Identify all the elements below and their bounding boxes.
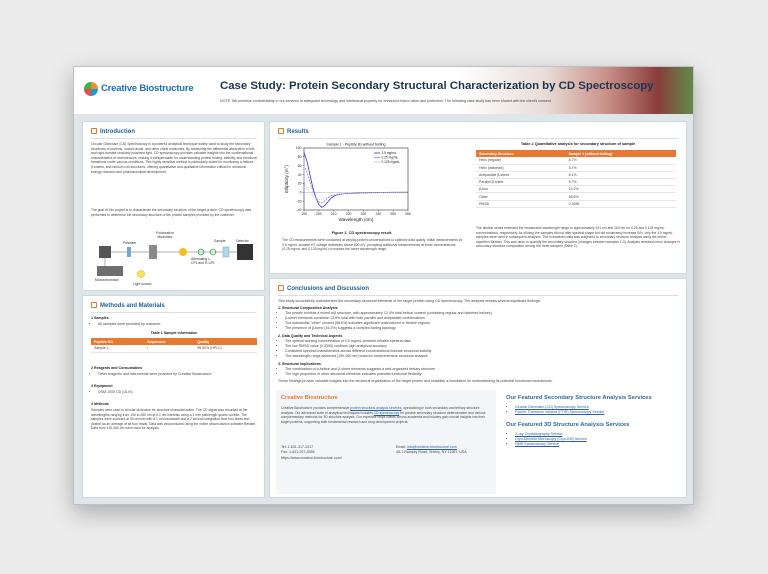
protein-structural-analysis-link[interactable]: protein structural analysis services (350, 406, 402, 410)
cryo-em-service-link[interactable]: Cryo-Electron Microscopy (Cryo-EM) Service (515, 437, 587, 441)
conclusion-section-title: 2. Data Quality and Technical Aspects (278, 334, 343, 338)
poster-header (74, 67, 694, 114)
alternating-cpl-label: Alternating L-CPL and R-CPL (191, 257, 216, 265)
conclusion-section-list (278, 339, 678, 359)
sample-info-table (91, 338, 257, 353)
table-row (476, 200, 676, 207)
section-icon (91, 128, 97, 134)
featured-secondary-heading: Our Featured Secondary Structure Analysis Services (506, 395, 652, 401)
table-cell: Sample 1 (91, 345, 144, 352)
x-tick-label: 260 (405, 212, 411, 216)
table-row (476, 179, 676, 186)
sample-label: Sample (214, 239, 226, 243)
y-tick-label: 80 (297, 155, 302, 160)
legend-label: 0.125 mg/mL (381, 160, 401, 165)
poster (73, 66, 694, 505)
conclusion-section-title: 3. Structural Implications (278, 362, 321, 366)
table-header-cell: Quality (194, 338, 257, 345)
table-cell: Helix (regular) (476, 157, 566, 164)
table-2-description: The dilution series extended the measurable wavelength range to approximately 191 nm and 184 nm for 0.25 and 0.125 mg/mL concentrations, respectively. As diluting the samples did not alter spectral shape but did moderately increase S/N, only the 3.5 mg/mL samples were used in subsequent analyses. The normalized data was subjected to secondary structure analysis using the online algorithm Bestsel. This was done to quantify the secondary structure (changes between samples 1-3). Analysis revealed minor changes in secondary structure composition among the three samples (Table 2). (476, 226, 681, 249)
light-source-label: Light source (133, 282, 152, 286)
x-tick-label: 210 (330, 212, 337, 216)
table-row (476, 164, 676, 171)
x-tick-label: 190 (301, 212, 307, 216)
logo-icon (84, 82, 98, 96)
y-axis-label: Ellipticity (m°) (284, 165, 289, 193)
x-tick-label: 250 (390, 212, 396, 216)
divider (91, 312, 256, 313)
list-item: • The presence of β-turns (15.2%) suggests a complex folding topology (285, 326, 678, 331)
table-2-title: Table 2 Quantitative analysis for secondary structure of sample (520, 142, 636, 146)
x-tick-label: 220 (345, 212, 352, 216)
brand-logo (84, 81, 194, 101)
table-row (476, 193, 676, 200)
list-item: • The optimal working concentration of 0.5 mg/mL provided reliable spectral data (285, 339, 678, 344)
list-item: • β-sheet elements constitute 13.8% total with both parallel and antiparallel conformations (285, 316, 678, 321)
table-cell: 3.7% (566, 164, 676, 171)
y-tick-label: 20 (297, 181, 302, 186)
ftir-service-link[interactable]: Fourier-Transform Infrared (FTIR) Spectroscopy Service (515, 410, 605, 414)
cd-spectrum-chart (282, 140, 412, 226)
table-row (91, 345, 257, 352)
samples-item: • All samples were provided by customer. (91, 322, 161, 327)
polarization-modulator-label: Polarization Modulator (156, 231, 174, 239)
section-icon (91, 302, 97, 308)
intro-paragraph-1: Circular Dichroism (CD) Spectroscopy is a powerful analytical technique widely used to study the secondary structures of proteins, nucleic acids, and other chiral molecules. By measuring the differential absorption of left- and right-handed circularly polarized light, CD spectroscopy provides valuable insights into the conformational characteristics of biomolecules, making it indispensable for understanding protein folding, stability, and structural transitions under various conditions. This highly sensitive method is particularly suited for monitoring α-helices, β-sheets, and random coil structures, offering quantitative and qualitative information critical for structural biology research and pharmaceutical development. (91, 142, 257, 174)
table-cell: Parallel β-sheet (476, 179, 566, 186)
methods-heading: Methods and Materials (91, 302, 165, 309)
list-item: • The combination of α-helical and β-sheet elements suggests a well-organized tertiary structure (285, 367, 678, 372)
y-tick-label: -20 (296, 199, 302, 204)
table-cell: 8.7% (566, 157, 676, 164)
cd-spectroscopy-service-link[interactable]: Circular Dichroism (CD) Spectroscopy Service (515, 405, 589, 409)
conclusions-closing: These findings provide valuable insights into the structural organization of the target protein and establish a foundation for understanding its potential functional mechanisms. (278, 379, 553, 383)
divider (278, 138, 678, 139)
table-1-title: Table 1 Sample information (150, 331, 198, 335)
table-cell: / (144, 345, 194, 352)
list-item: • The wavelength range achieved (190-260 nm) ensured comprehensive structural analysis (285, 354, 678, 359)
about-box (276, 390, 496, 494)
results-heading: Results (278, 128, 309, 135)
contact-address: 45-1 Ramsey Road, Shirley, NY 11967, USA (396, 450, 467, 454)
equipment-item: • DSM 1000 CD (OLIS) (91, 390, 133, 395)
table-header-cell: Sample 1 (without folding) (566, 150, 676, 157)
polarizer-label: Polarizer (123, 241, 137, 245)
conclusion-section-list (278, 367, 678, 377)
list-item: • The substantial "other" content (58.6%) indicates significant unstructured or flexible regions (285, 321, 678, 326)
conclusions-intro: This study successfully characterized the secondary structural elements of the target protein using CD spectroscopy. The analysis reveals several significant findings: (278, 299, 541, 303)
table-header-cell: Peptide NO. (91, 338, 144, 345)
cd-spectroscopy-link[interactable]: CD spectroscopy (373, 410, 400, 415)
service-link-item[interactable] (515, 442, 678, 447)
table-header-cell: Sequences (144, 338, 194, 345)
methods-subtitle: 4 Methods (91, 402, 109, 406)
x-axis-label: Wavelength (nm) (338, 217, 374, 222)
featured-secondary-list (508, 405, 678, 415)
reagents-title: 2 Reagents and Consumables (91, 366, 143, 370)
service-link-item[interactable] (515, 410, 678, 415)
y-tick-label: -40 (296, 208, 302, 213)
contact-website: https://www.creative-biostructure.com/ (281, 456, 342, 460)
table-cell: β-turn (476, 186, 566, 193)
reagents-item: • Other reagents and instruments were provided by Creative Biostructure. (91, 372, 257, 377)
list-item: • The low RMSD value (0.3395) confirms high analytical accuracy (285, 344, 678, 349)
email-link[interactable]: info@creative-biostructure.com (407, 445, 457, 449)
page-title: Case Study: Protein Secondary Structural Characterization by CD Spectroscopy (220, 80, 654, 92)
introduction-heading: Introduction (91, 128, 135, 135)
table-cell: 58.6% (566, 193, 676, 200)
y-tick-label: 100 (295, 146, 302, 151)
table-cell: 0.3395 (566, 200, 676, 207)
table-header-row (91, 338, 257, 345)
featured-3d-heading: Our Featured 3D Structure Analysis Services (506, 422, 630, 428)
legend-label: 0.25 mg/mL (381, 155, 399, 160)
y-tick-label: 60 (297, 163, 302, 168)
x-tick-label: 230 (360, 212, 367, 216)
y-tick-label: 40 (297, 172, 302, 177)
list-item: • Consistent spectral characteristics across different concentrations indicate structural stability (285, 349, 678, 354)
conclusion-section-list (278, 311, 678, 331)
list-item: • The high proportion of other structural elements indicates potential functional flexibility (285, 372, 678, 377)
divider (91, 138, 256, 139)
intro-paragraph-2: The goal of this project is to characterize the secondary structure of the target protein. CD spectroscopy was performed to determine the secondary structure of the protein samples provided by the customer. (91, 208, 252, 217)
chart-title: Sample 1 - Peptide B) without folding (326, 142, 386, 147)
table-row (476, 157, 676, 164)
about-heading: Creative Biostructure (281, 395, 338, 401)
table-row (476, 171, 676, 178)
table-row (476, 186, 676, 193)
table-cell: RMSD (476, 200, 566, 207)
table-cell: Other (476, 193, 566, 200)
equipment-title: 3 Equipment (91, 384, 113, 388)
table-header-row (476, 150, 676, 157)
section-icon (278, 285, 284, 291)
confidentiality-note: NOTE: We prioritize confidentiality in our services to safeguard technology and intellectual property for enhanced future value and protection. The following case study has been shared with the client's consent. (220, 99, 552, 103)
secondary-structure-table (476, 150, 676, 208)
legend-label: 3.5 mg/mL (381, 151, 397, 156)
xray-service-link[interactable]: X-ray Crystallography Service (515, 432, 563, 436)
featured-3d-list (508, 432, 678, 447)
y-tick-label: 0 (299, 190, 302, 195)
table-cell: 15.2% (566, 186, 676, 193)
list-item: • The protein exhibits a mixed α/β structure, with approximately 12.4% total helical content (combining regular and distorted helices) (285, 311, 678, 316)
section-icon (278, 128, 284, 134)
divider (278, 295, 678, 296)
about-text: Creative Biostructure provides comprehensive protein structural analysis services, specializing in both secondary and tertiary structure analysis. Our advanced suite of analytical techniques includes CD spectroscopy for precise secondary structure determination and various complementary methods for 3D structure analysis. Our expertise helps clients across academia and industry gain crucial insights into their target proteins, supporting both fundamental research and drug development projects. (281, 406, 486, 424)
samples-title: 1 Samples (91, 316, 109, 320)
nmr-service-link[interactable]: NMR Spectroscopy Service (515, 442, 559, 446)
monochromator-label: Monochromator (95, 278, 119, 282)
introduction-panel (82, 121, 265, 291)
table-cell: 95.50% (HPLC) (194, 345, 257, 352)
methods-panel (82, 295, 265, 498)
conclusion-section-title: 1. Structural Composition Analysis (278, 306, 338, 310)
table-cell: Antiparallel β-sheet (476, 171, 566, 178)
table-header-cell: Secondary Structure (476, 150, 566, 157)
table-cell: 5.7% (566, 179, 676, 186)
detector-label: Detector (236, 239, 249, 243)
results-panel (269, 121, 687, 274)
contact-email: Email: info@creative-biostructure.com (396, 445, 457, 449)
conclusions-heading: Conclusions and Discussion (278, 285, 369, 292)
chart-description: The CD measurements were conducted at varying protein concentrations to optimize data quality. Initial measurements at 3.5 mg/mL showed HT voltage limitations above 600 mV, prompting additional measurements at lower concentrations (0.25 mg/mL and 0.125 mg/mL) to explore the lower wavelength range. (282, 238, 462, 252)
x-tick-label: 200 (316, 212, 322, 216)
conclusions-panel (269, 278, 687, 498)
contact-fax: Fax: 1-631-207-8356 (281, 450, 315, 454)
brand-name: Creative Biostructure (101, 83, 194, 94)
x-tick-label: 240 (375, 212, 382, 216)
methods-text: Samples were used in circular dichroism for structure characterization. The CD signal was recorded at the wavelengths ranging from 190 to 260 nm at 0.1 nm intervals using a 1 mm pathlength quartz cuvette. The samples were scanned at 50 nm/min with a 1 nm bandwidth and a 2 second integration time four times and plotted as an average of all four reads. Data was deconvoluted using the online deconvolution software Bestsel. Data from 190-260 nm were used for analysis. (91, 408, 257, 431)
table-cell: Helix (distorted) (476, 164, 566, 171)
table-cell: 8.1% (566, 171, 676, 178)
contact-tel: Tel: 1-631-317-1417 (281, 445, 314, 449)
figure-2-caption: Figure 2. CD spectroscopy result. (331, 231, 393, 235)
